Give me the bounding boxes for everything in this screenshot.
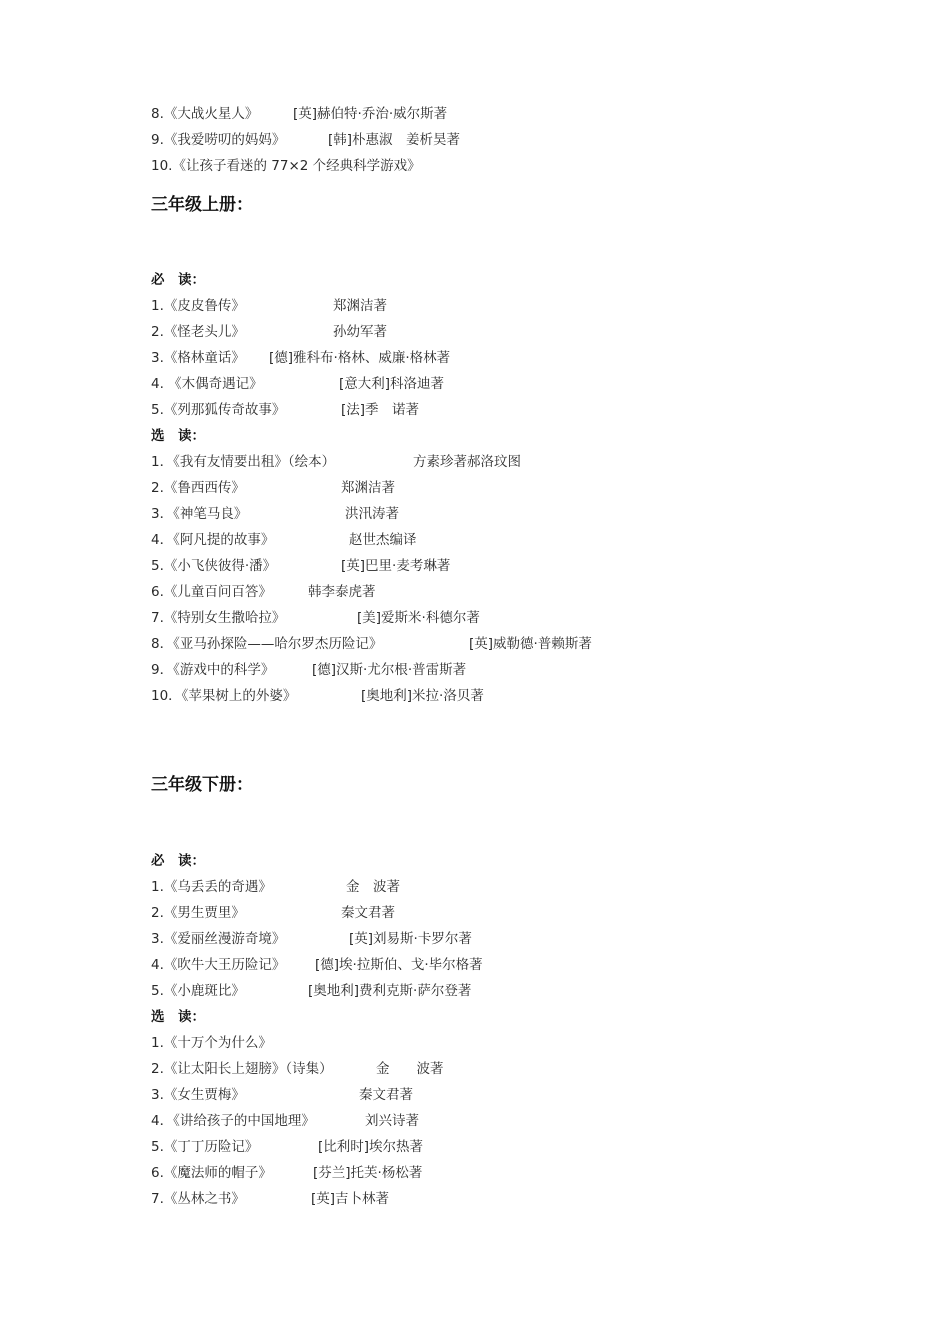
list-item: 1.《皮皮鲁传》 郑渊洁著 bbox=[151, 298, 387, 314]
list-item: 5.《小飞侠彼得·潘》 [英]巴里·麦考琳著 bbox=[151, 558, 451, 574]
list-item: 10．《苹果树上的外婆》 [奥地利]米拉·洛贝著 bbox=[151, 688, 484, 704]
list-item: 8．《亚马孙探险——哈尔罗杰历险记》 [英]威勒德·普赖斯著 bbox=[151, 636, 592, 652]
list-item: 4.《吹牛大王历险记》 [德]埃·拉斯伯、戈·毕尔格著 bbox=[151, 957, 483, 973]
list-item: 9．《游戏中的科学》 [德]汉斯·尤尔根·普雷斯著 bbox=[151, 662, 467, 678]
list-item: 3．《神笔马良》 洪汛涛著 bbox=[151, 506, 399, 522]
list-item: 5.《列那狐传奇故事》 [法]季 诺著 bbox=[151, 402, 420, 418]
list-item: 1.《十万个为什么》 bbox=[151, 1035, 272, 1051]
optional-label: 选 读： bbox=[151, 428, 205, 444]
list-item: 3.《格林童话》 [德]雅科布·格林、威廉·格林著 bbox=[151, 350, 451, 366]
list-item: 10.《让孩子看迷的 77×2 个经典科学游戏》 bbox=[151, 158, 421, 174]
list-item: 2.《男生贾里》 秦文君著 bbox=[151, 905, 395, 921]
list-item: 5.《小鹿斑比》 [奥地利]费利克斯·萨尔登著 bbox=[151, 983, 472, 999]
list-item: 3.《女生贾梅》 秦文君著 bbox=[151, 1087, 413, 1103]
list-item: 9.《我爱唠叨的妈妈》 [韩]朴惠淑 姜析昊著 bbox=[151, 132, 461, 148]
list-item: 2.《让太阳长上翅膀》（诗集） 金 波著 bbox=[151, 1061, 444, 1077]
list-item: 7.《特别女生撒哈拉》 [美]爱斯米·科德尔著 bbox=[151, 610, 480, 626]
list-item: 5.《丁丁历险记》 [比利时]埃尔热著 bbox=[151, 1139, 424, 1155]
list-item: 1.《乌丢丢的奇遇》 金 波著 bbox=[151, 879, 400, 895]
list-item: 6.《魔法师的帽子》 [芬兰]托芙·杨松著 bbox=[151, 1165, 423, 1181]
required-label: 必 读： bbox=[151, 272, 205, 288]
list-item: 2.《怪老头儿》 孙幼军著 bbox=[151, 324, 387, 340]
section-heading-grade3-up: 三年级上册： bbox=[151, 195, 253, 215]
list-item: 8.《大战火星人》 [英]赫伯特·乔治·威尔斯著 bbox=[151, 106, 448, 122]
list-item: 4．《阿凡提的故事》 赵世杰编译 bbox=[151, 532, 417, 548]
list-item: 7.《丛林之书》 [英]吉卜林著 bbox=[151, 1191, 390, 1207]
section-heading-grade3-down: 三年级下册： bbox=[151, 775, 253, 795]
optional-label: 选 读： bbox=[151, 1009, 205, 1025]
list-item: 4. 《木偶奇遇记》 [意大利]科洛迪著 bbox=[151, 376, 445, 392]
list-item: 2.《鲁西西传》 郑渊洁著 bbox=[151, 480, 395, 496]
required-label: 必 读： bbox=[151, 853, 205, 869]
list-item: 1．《我有友情要出租》（绘本） 方素珍著郝洛玟图 bbox=[151, 454, 521, 470]
list-item: 6.《儿童百问百答》 韩李泰虎著 bbox=[151, 584, 376, 600]
list-item: 3.《爱丽丝漫游奇境》 [英]刘易斯·卡罗尔著 bbox=[151, 931, 472, 947]
list-item: 4．《讲给孩子的中国地理》 刘兴诗著 bbox=[151, 1113, 419, 1129]
